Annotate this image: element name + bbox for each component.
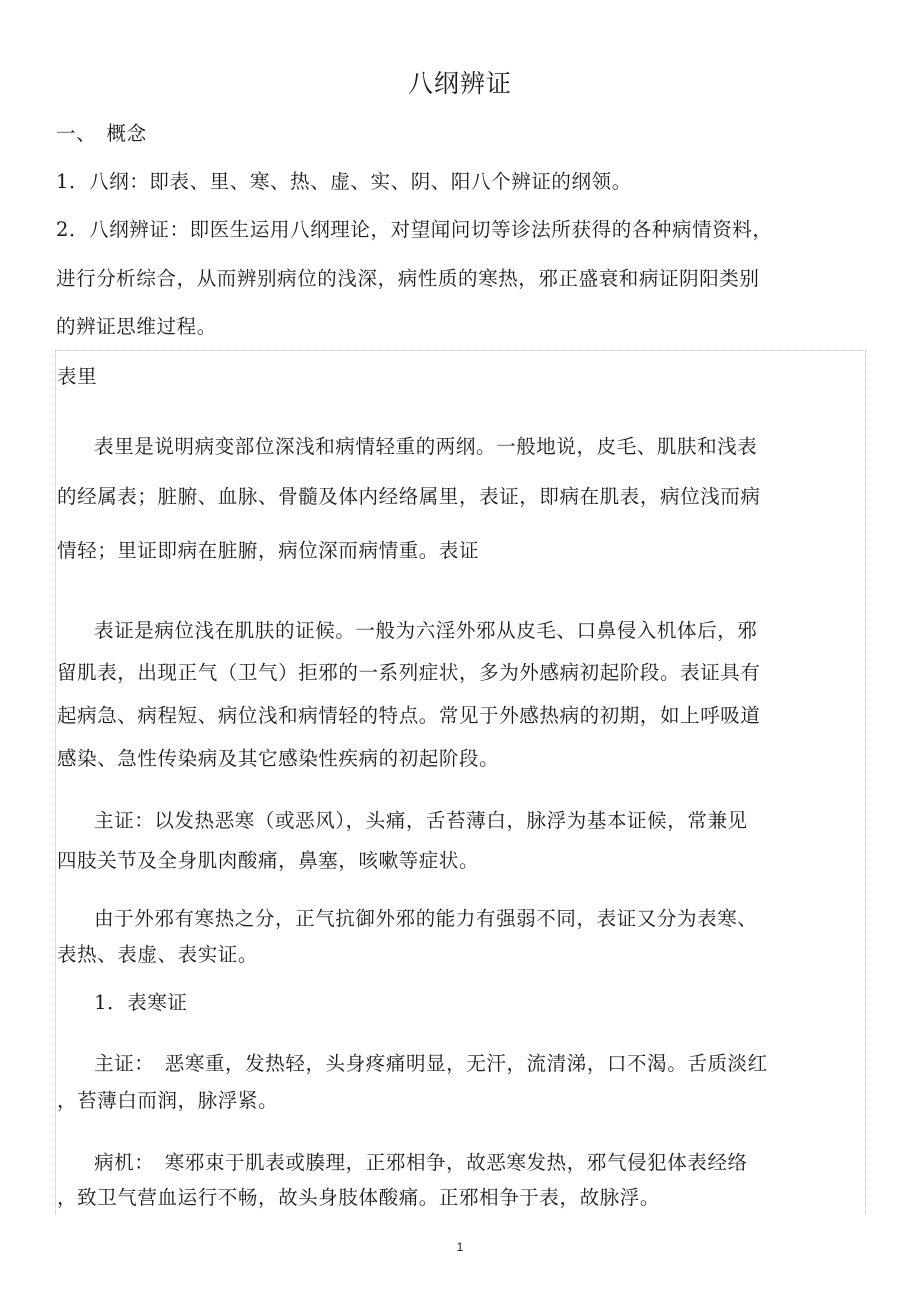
paragraph-line: 主证： 恶寒重，发热轻，头身疼痛明显，无汗，流清涕，口不渴。舌质淡红 [74, 1052, 768, 1075]
paragraph-line: 的经属表；脏腑、血脉、骨髓及体内经络属里，表证，即病在肌表，病位浅而病 [57, 485, 761, 508]
paragraph-line: 四肢关节及全身肌肉酸痛，鼻塞，咳嗽等症状。 [57, 849, 480, 872]
paragraph-line: ，苔薄白而润，脉浮紧。 [57, 1089, 279, 1112]
section-heading-concept: 一、 概念 [56, 122, 147, 145]
definition-line-4: 的辨证思维过程。 [56, 315, 217, 338]
page-number: 1 [456, 1240, 464, 1254]
paragraph-line: 表证是病位浅在肌肤的证候。一般为六淫外邪从皮毛、口鼻侵入机体后，邪 [74, 619, 758, 642]
paragraph-line: 表里是说明病变部位深浅和病情轻重的两纲。一般地说，皮毛、肌肤和浅表 [74, 435, 758, 458]
definition-line-1: 1．八纲：即表、里、寒、热、虚、实、阴、阳八个辨证的纲领。 [56, 170, 632, 193]
paragraph-line: 表热、表虚、表实证。 [57, 943, 259, 966]
paragraph-line: 主证：以发热恶寒（或恶风），头痛，舌苔薄白，脉浮为基本证候，常兼见 [74, 809, 748, 832]
paragraph-line: 留肌表，出现正气（卫气）拒邪的一系列症状，多为外感病初起阶段。表证具有 [57, 661, 761, 684]
definition-line-2: 2．八纲辨证：即医生运用八纲理论，对望闻问切等诊法所获得的各种病情资料， [56, 218, 773, 241]
subsection-heading: 1．表寒证 [74, 991, 188, 1014]
paragraph-line: ，致卫气营血运行不畅，故头身肢体酸痛。正邪相争于表，故脉浮。 [57, 1186, 661, 1209]
paragraph-line: 起病急、病程短、病位浅和病情轻的特点。常见于外感热病的初期，如上呼吸道 [57, 704, 761, 727]
paragraph-line: 感染、急性传染病及其它感染性疾病的初起阶段。 [57, 747, 500, 770]
paragraph-line: 病机： 寒邪束于肌表或腠理，正邪相争，故恶寒发热，邪气侵犯体表经络 [74, 1151, 748, 1174]
paragraph-line: 由于外邪有寒热之分，正气抗御外邪的能力有强弱不同，表证又分为表寒、 [74, 907, 758, 930]
definition-line-3: 进行分析综合，从而辨别病位的浅深，病性质的寒热，邪正盛衰和病证阴阳类别 [56, 267, 760, 290]
document-title: 八纲辨证 [407, 69, 512, 98]
box-heading: 表里 [57, 365, 98, 388]
paragraph-line: 情轻；里证即病在脏腑，病位深而病情重。表证 [57, 539, 480, 562]
content-box [55, 350, 866, 1214]
